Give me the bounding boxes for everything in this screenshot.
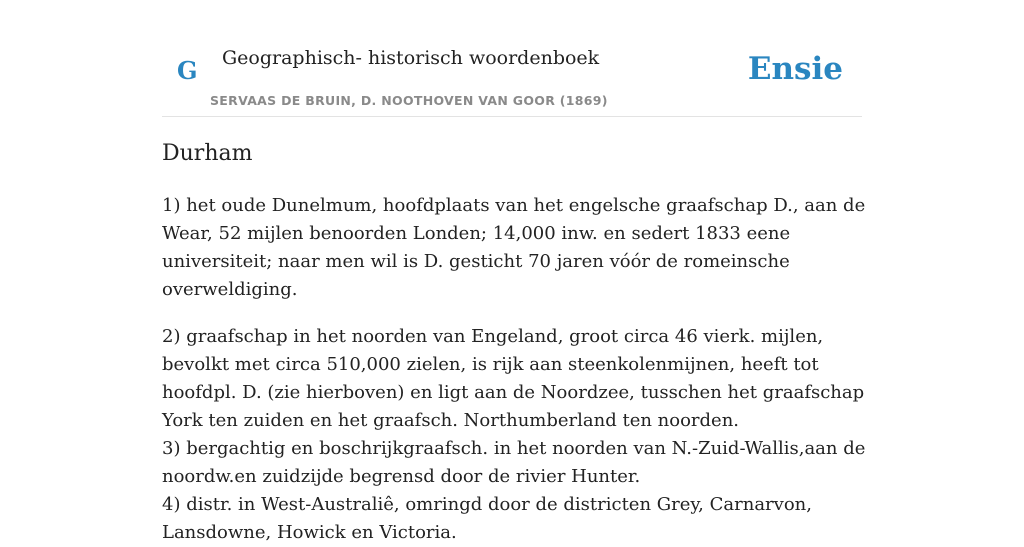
- entry-paragraph: 3) bergachtig en boschrijkgraafsch. in het noorden van N.-Zuid-Wallis,aan de noordw.en zuidzijde begrensd door de rivier Hunter.: [162, 438, 866, 487]
- entry-paragraph: 4) distr. in West-Australiê, omringd door de districten Grey, Carnarvon, Lansdowne, Howick en Victoria.: [162, 494, 812, 543]
- entry-paragraph: 1) het oude Dunelmum, hoofdplaats van het engelsche graafschap D., aan de Wear, 52 mijlen benoorden Londen; 14,000 inw. en sedert 1833 eene universiteit; naar men wil is D. gesticht 70 jaren vóór de romeinsche overweldiging.: [162, 195, 866, 300]
- entry-title: Durham: [162, 141, 253, 166]
- book-author: SERVAAS DE BRUIN, D. NOOTHOVEN VAN GOOR (1869): [210, 93, 608, 108]
- brand-logo[interactable]: Ensie: [747, 51, 843, 87]
- entry-paragraph: 2) graafschap in het noorden van Engeland, groot circa 46 vierk. mijlen, bevolkt met circa 510,000 zielen, is rijk aan steenkolenmijnen, heeft tot hoofdpl. D. (zie hierboven) en ligt aan de Noordzee, tusschen het graafschap York ten zuiden en het graafsch. Northumberland ten noorden.: [162, 326, 865, 431]
- book-title[interactable]: Geographisch- historisch woordenboek: [222, 47, 600, 69]
- site-header: [162, 0, 862, 117]
- dictionary-logo-letter[interactable]: G: [177, 56, 198, 85]
- entry-body: [162, 192, 868, 547]
